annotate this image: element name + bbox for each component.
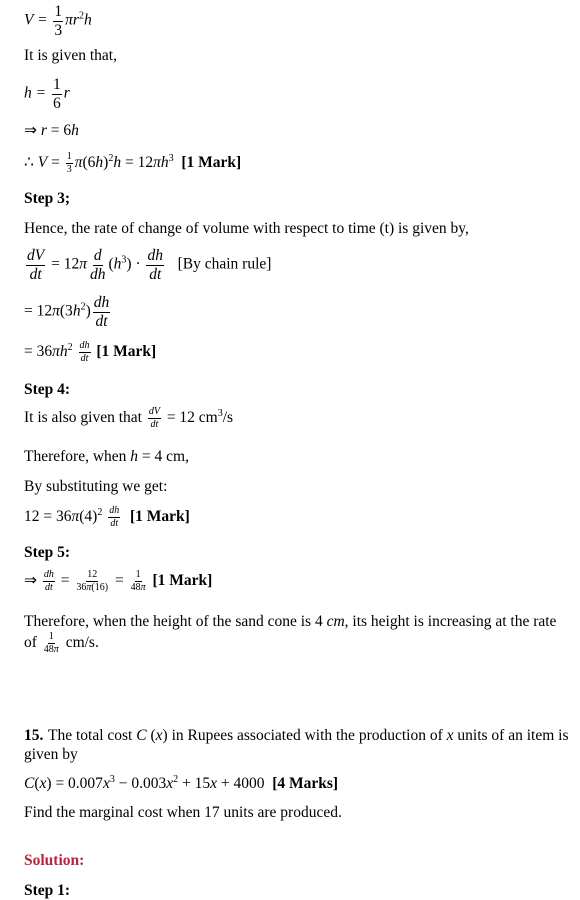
step3-heading: Step 3; bbox=[24, 190, 71, 207]
volume-formula: V = $\frac{1}{3}$ $\pi r^2h$ bbox=[24, 3, 92, 39]
question-text-line2: given by bbox=[24, 746, 78, 763]
therefore-v: ∴ V = $\frac{1}{3}$ $\pi(6h)^2h = 12\pi h^3$ [1 Mark] bbox=[24, 151, 242, 175]
derivative-line-3: = $36\pi h^2$ $\frac{dh}{dt}$ [1 Mark] bbox=[24, 340, 157, 364]
therefore-when: Therefore, when h = 4 cm, bbox=[24, 448, 189, 465]
step4-heading: Step 4: bbox=[24, 381, 71, 398]
derivative-line-2: = $12\pi(3h^2)$ $\frac{dh}{dt}$ bbox=[24, 294, 110, 330]
also-given: It is also given that $\frac{dV}{dt}$ = 12 $cm^3/s$ bbox=[24, 406, 234, 430]
given-intro: It is given that, bbox=[24, 47, 117, 64]
question-number: 15. bbox=[24, 727, 44, 744]
step1-heading: Step 1: bbox=[24, 882, 71, 899]
chain-rule-note: [By chain rule] bbox=[177, 255, 272, 273]
find-instruction: Find the marginal cost when 17 units are produced. bbox=[24, 804, 342, 821]
implies-r: ⇒ r = 6h bbox=[24, 122, 79, 139]
rate-intro: Hence, the rate of change of volume with respect to time (t) is given by, bbox=[24, 220, 469, 237]
one-third-fraction: $\frac{1}{3}$ bbox=[54, 3, 63, 39]
solution-label: Solution: bbox=[24, 852, 85, 869]
step5-heading: Step 5: bbox=[24, 544, 71, 561]
question-text-line1: The total cost C (x) in Rupees associated with the production of x units of an item is bbox=[48, 727, 569, 744]
result-equation: ⇒ $\frac{dh}{dt}$ = $\frac{12}{36\pi(16)}$ = $\frac{1}{48\pi}$ [1 Mark] bbox=[24, 569, 213, 593]
substituted-equation: $12 = 36\pi(4)^2$ $\frac{dh}{dt}$ [1 Mark] bbox=[24, 505, 190, 529]
cost-formula: $C(x) = 0.007x^3 - 0.003x^2 + 15x + 4000$ [4 Marks] bbox=[24, 774, 339, 792]
chain-rule-equation: $\frac{dV}{dt}$ = 12π $\frac{d}{dh}$ $(h^3)$ · $\frac{dh}{dt}$ [By chain rule] bbox=[27, 247, 272, 283]
four-marks-label: [4 Marks] bbox=[272, 775, 339, 792]
conclusion-rate: of $\frac{1}{48\pi}$ cm/s. bbox=[24, 631, 99, 655]
conclusion: Therefore, when the height of the sand cone is 4 cm, its height is increasing at the rate bbox=[24, 613, 557, 630]
h-relation: h = $\frac{1}{6}$ r bbox=[24, 76, 70, 112]
substituting: By substituting we get: bbox=[24, 478, 168, 495]
mark-label: [1 Mark] bbox=[181, 154, 242, 172]
